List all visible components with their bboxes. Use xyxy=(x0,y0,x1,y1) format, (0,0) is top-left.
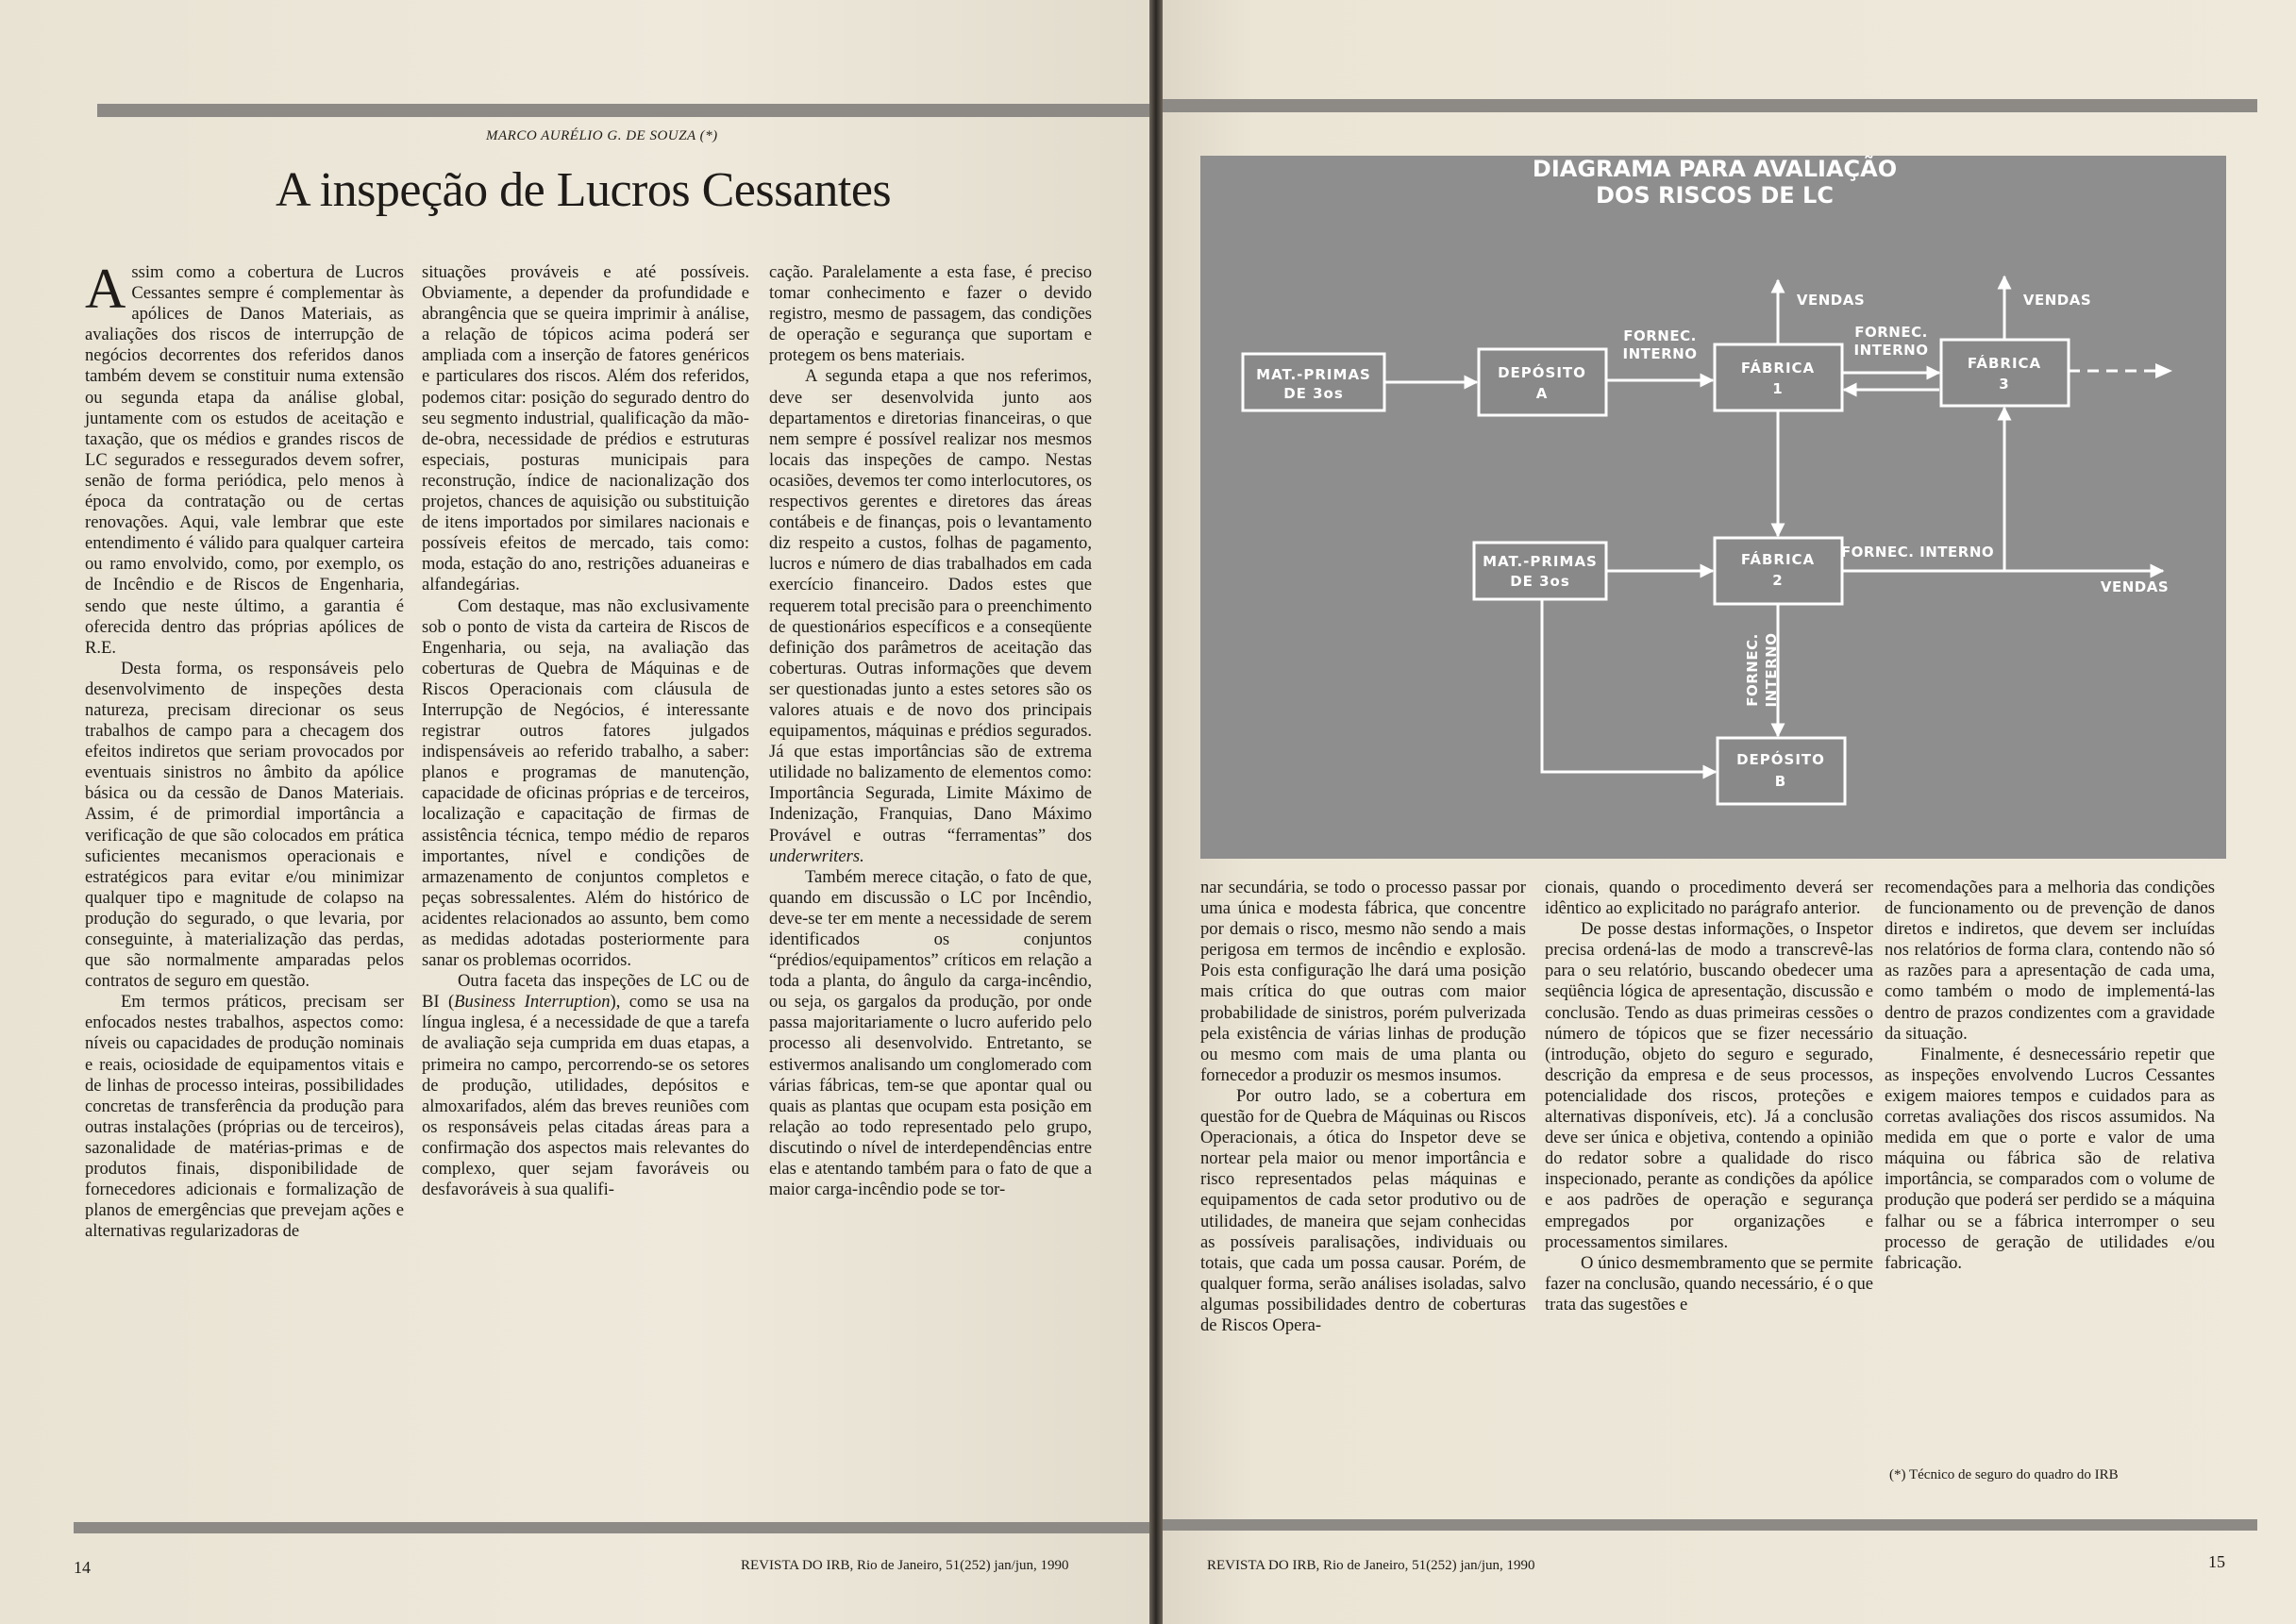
svg-text:B: B xyxy=(1774,773,1787,790)
label-fornec-interno-1b: INTERNO xyxy=(1622,345,1698,362)
top-rule xyxy=(97,104,1149,117)
box-deposito-a xyxy=(1479,349,1606,415)
paragraph: situações prováveis e até possíveis. Obviamente, a depender da profundidade e abrangência que se queira imprimir à análise, a relação de tópicos acima poderá ser ampliada com a inserção de fatores genéricos e particulares dos riscos. Além dos referidos, podemos citar: posição do segurado dentro do seu segmento industrial, qualificação da mão-de-obra, necessidade de prédios e estruturas especiais, posturas municipais para reconstrução, índice de nacionalização dos projetos, chances de aquisição ou substituição de itens importados por similares nacionais e possíveis efeitos de mercado, tais como: moda, estação do ano, restrições aduaneiras e alfandegárias. xyxy=(422,262,749,595)
paragraph: Assim como a cobertura de Lucros Cessantes sempre é complementar às apólices de Danos Materiais, as avaliações dos riscos de interrupção de negócios decorrentes dos referidos danos também devem se constituir numa extensão ou segunda etapa da análise global, juntamente com os estudos de aceitação e taxação, que os médios e grandes riscos de LC segurados e ressegurados devem sofrer, senão de forma periódica, pelo menos à época da contratação ou de certas renovações. Aqui, vale lembrar que este entendimento é válido para qualquer carteira ou ramo envolvido, como, por exemplo, os de Incêndio e de Riscos de Engenharia, sendo que neste último, a garantia é oferecida dentro das próprias apólices de R.E. xyxy=(85,258,404,658)
label-fornec-interno-1a: FORNEC. xyxy=(1623,327,1697,344)
article-title: A inspeção de Lucros Cessantes xyxy=(276,163,892,217)
box-deposito-b xyxy=(1718,738,1845,804)
paragraph: Outra faceta das inspeções de LC ou de BI (Business Interruption), como se usa na língua inglesa, é a necessidade de que a tarefa de avaliação seja cumprida em duas etapas, a primeira no campo, percorrendo-se os setores de produção, utilidades, depósitos e almoxarifados, além das breves reuniões com os responsáveis pelas citadas áreas para a confirmação dos aspectos mais relevantes do complexo, quer sejam favoráveis ou desfavoráveis à sua qualifi- xyxy=(422,971,749,1200)
svg-text:A: A xyxy=(1535,385,1549,402)
page-number: 15 xyxy=(2208,1552,2225,1571)
svg-text:INTERNO: INTERNO xyxy=(1763,632,1780,708)
paragraph: Também merece citação, o fato de que, quando em discussão o LC por Incêndio, deve-se ter em mente a necessidade de serem identificados os conjuntos “prédios/equipamentos” críticos em relação a toda a planta, do ângulo da carga-incêndio, ou seja, os gargalos da produção, por onde passa majoritariamente o lucro auferido pelo processo ali desenvolvido. Entretanto, se estivermos analisando um conglomerado com várias fábricas, tem-se que apontar qual ou quais as plantas que ocupam esta posição em relação ao todo representado pelo grupo, discutindo o nível de interdependências entre elas e atentando também para o fato de que a maior carga-incêndio pode se tor- xyxy=(769,866,1092,1200)
diagram-title-line2: DOS RISCOS DE LC xyxy=(1596,182,1834,209)
svg-text:3: 3 xyxy=(1999,376,2010,393)
right-column-1 xyxy=(1200,878,1526,1336)
svg-text:MAT.-PRIMAS: MAT.-PRIMAS xyxy=(1256,366,1371,383)
svg-text:DE 3os: DE 3os xyxy=(1283,385,1344,402)
label-fornec-interno-3: FORNEC. INTERNO xyxy=(1840,544,1995,561)
binding-gutter xyxy=(1149,0,1163,1624)
paragraph: Desta forma, os responsáveis pelo desenvolvimento de inspeções desta natureza, precisam direcionar os seus trabalhos de campo para a checagem dos efeitos indiretos que seriam provocados por eventuais sinistros no âmbito da apólice básica ou da cessão de Danos Materiais. Assim, é de primordial importância a verificação de que são colocados em prática suficientes mecanismos operacionais e estratégicos para evitar e/ou minimizar qualquer tipo e magnitude de colapso na produção do segurado, o que levaria, por conseguinte, à materialização das perdas, que são normalmente amparadas pelos contratos de seguro em questão. xyxy=(85,658,404,992)
left-column-2 xyxy=(422,262,749,1200)
svg-text:DEPÓSITO: DEPÓSITO xyxy=(1736,751,1825,768)
label-vendas-2: VENDAS xyxy=(2022,292,2092,309)
svg-text:FÁBRICA: FÁBRICA xyxy=(1740,551,1816,568)
paragraph: cionais, quando o procedimento deverá ser idêntico ao explicitado no parágrafo anterior. xyxy=(1545,878,1873,919)
left-column-1 xyxy=(85,258,404,1242)
box-materias-primas-2 xyxy=(1474,543,1606,599)
svg-text:FORNEC.: FORNEC. xyxy=(1744,633,1761,707)
paragraph: A segunda etapa a que nos referimos, deve ser desenvolvida junto aos departamentos e diretorias financeiras, o que nem sempre é possível realizar nos mesmos locais das inspeções de campo. Nestas ocasiões, devemos ter como interlocutores, os respectivos gerentes e diretores das áreas contábeis e de finanças, pois o levantamento diz respeito a custos, folhas de pagamento, lucros e número de dias trabalhados em cada exercício financeiro. Dados estes que requerem total precisão para o preenchimento de questionários específicos e a conseqüente definição dos parâmetros de aceitação das coberturas. Outras informações que devem ser questionadas junto a estes setores são os valores atuais e de novo dos principais equipamentos, máquinas e prédios segurados. Já que estas importâncias são de extrema utilidade no balizamento de elementos como: Importância Segurada, Limite Máximo de Indenização, Franquias, Dano Máximo Provável e outras “ferramentas” dos underwriters. xyxy=(769,366,1092,866)
bottom-rule xyxy=(1163,1519,2257,1531)
svg-text:1: 1 xyxy=(1772,380,1784,397)
svg-text:FÁBRICA: FÁBRICA xyxy=(1967,355,2042,372)
bottom-rule xyxy=(74,1522,1149,1533)
box-materias-primas-1 xyxy=(1243,354,1384,410)
page-footer: REVISTA DO IRB, Rio de Janeiro, 51(252) jan/jun, 1990 xyxy=(1207,1558,1535,1573)
box-fabrica-2 xyxy=(1715,538,1842,604)
page-footer: REVISTA DO IRB, Rio de Janeiro, 51(252) jan/jun, 1990 xyxy=(741,1558,1069,1573)
paragraph: Com destaque, mas não exclusivamente sob o ponto de vista da carteira de Riscos de Engenharia, ou seja, na avaliação das coberturas de Quebra de Máquinas e de Riscos Operacionais com cláusula de Interrupção de Negócios, é interessante registrar outros fatores julgados indispensáveis ao referido trabalho, a saber: planos e programas de manutenção, capacidade de oficinas próprias e de terceiros, localização e capacitação de firmas de assistência técnica, tempo médio de reparos importantes, nível e condições de armazenamento de conjuntos completos e peças sobressalentes. Além do histórico de acidentes relacionados ao assunto, bem como as medidas adotadas posteriormente para sanar os problemas ocorridos. xyxy=(422,595,749,971)
svg-text:DEPÓSITO: DEPÓSITO xyxy=(1498,364,1586,381)
drop-cap: A xyxy=(85,258,126,320)
svg-text:FÁBRICA: FÁBRICA xyxy=(1740,360,1816,377)
box-fabrica-3 xyxy=(1941,340,2069,406)
top-rule xyxy=(1163,99,2257,112)
paragraph: Finalmente, é desnecessário repetir que as inspeções envolvendo Lucros Cessantes exigem maiores tempos e cuidados para as corretas avaliações dos riscos assumidos. Na medida em que o porte e valor de uma máquina ou fábrica são de relativa importância, se comparados com o volume de produção que poderá ser perdido se a máquina falhar ou se a fábrica interromper o seu processo de geração de utilidades e/ou fabricação. xyxy=(1885,1044,2215,1273)
label-vendas-1: VENDAS xyxy=(1796,292,1866,309)
paragraph: O único desmembramento que se permite fazer na conclusão, quando necessário, é o que trata das sugestões e xyxy=(1545,1252,1873,1314)
svg-text:MAT.-PRIMAS: MAT.-PRIMAS xyxy=(1483,553,1598,570)
page-number: 14 xyxy=(74,1558,91,1577)
right-column-3 xyxy=(1885,878,2215,1274)
box-fabrica-1 xyxy=(1715,344,1842,410)
label-fornec-interno-4 xyxy=(1744,633,1780,708)
footnote: (*) Técnico de seguro do quadro do IRB xyxy=(1889,1467,2119,1482)
svg-text:DE 3os: DE 3os xyxy=(1510,573,1570,590)
diagram-title-line1: DIAGRAMA PARA AVALIAÇÃO xyxy=(1532,156,1898,182)
author-byline: MARCO AURÉLIO G. DE SOUZA (*) xyxy=(486,128,718,143)
paragraph: nar secundária, se todo o processo passar por uma única e modesta fábrica, que concentre por demais o risco, mesmo não sendo a mais perigosa em termos de incêndio e explosão. Pois esta configuração lhe dará uma posição mais crítica do que outras com maior probabilidade de sinistros, porém pulverizada pela existência de várias linhas de produção ou mesmo com mais de uma planta ou fornecedor a produzir os mesmos insumos. xyxy=(1200,878,1526,1085)
label-vendas-3: VENDAS xyxy=(2100,578,2170,595)
right-page xyxy=(1163,0,2296,1624)
paragraph: recomendações para a melhoria das condições de funcionamento ou de prevenção de danos diretos e indiretos, que devem ser incluídas nos relatórios de forma clara, contendo não só as razões para a apresentação de cada uma, como também o modo de implementá-las dentro de prazos condizentes com a gravidade da situação. xyxy=(1885,878,2215,1044)
paragraph: De posse destas informações, o Inspetor precisa ordená-las de modo a transcrevê-las para o seu relatório, buscando obedecer uma seqüência lógica de apresentação, discussão e conclusão. Tendo as duas primeiras cessões o número de tópicos que se fizer necessário (introdução, objeto do seguro e segurado, descrição da empresa e de seus processos, potencialidade dos riscos, proteções e alternativas disponíveis, etc). Já a conclusão deve ser única e objetiva, contendo a opinião do redator sobre a qualidade do risco inspecionado, perante as condições da apólice e aos padrões de operação e segurança empregados por organizações e processamentos similares. xyxy=(1545,919,1873,1252)
label-fornec-interno-2b: INTERNO xyxy=(1853,342,1929,359)
svg-text:2: 2 xyxy=(1772,572,1784,589)
right-column-2 xyxy=(1545,878,1873,1315)
paragraph: cação. Paralelamente a esta fase, é preciso tomar conhecimento e fazer o devido registro, mesmo de passagem, das condições de operação e segurança que suportam e protegem os bens materiais. xyxy=(769,262,1092,366)
label-fornec-interno-2a: FORNEC. xyxy=(1854,324,1928,341)
paragraph: Em termos práticos, precisam ser enfocados nestes trabalhos, aspectos como: níveis ou capacidades de produção nominais e reais, ociosidade de equipamentos vitais e de linhas de processo inteiras, possibilidades concretas de transferência da produção para outras instalações (próprias ou de terceiros), sazonalidade de matérias-primas e de produtos finais, disponibilidade de fornecedores adicionais e formalização de planos de emergências que prevejam ações e alternativas regularizadoras de xyxy=(85,992,404,1242)
left-column-3 xyxy=(769,262,1092,1200)
paragraph: Por outro lado, se a cobertura em questão for de Quebra de Máquinas ou Riscos Operacionais, a ótica do Inspetor deve se nortear pela maior ou menor importância e risco representados pelas máquinas e equipamentos de cada setor produtivo ou de utilidades, de maneira que sejam conhecidas as possíveis paralisações, individuais ou totais, que cada um possa causar. Porém, de qualquer forma, serão análises isoladas, salvo algumas possibilidades dentro de coberturas de Riscos Opera- xyxy=(1200,1085,1526,1335)
lc-risk-diagram xyxy=(1200,156,2226,859)
